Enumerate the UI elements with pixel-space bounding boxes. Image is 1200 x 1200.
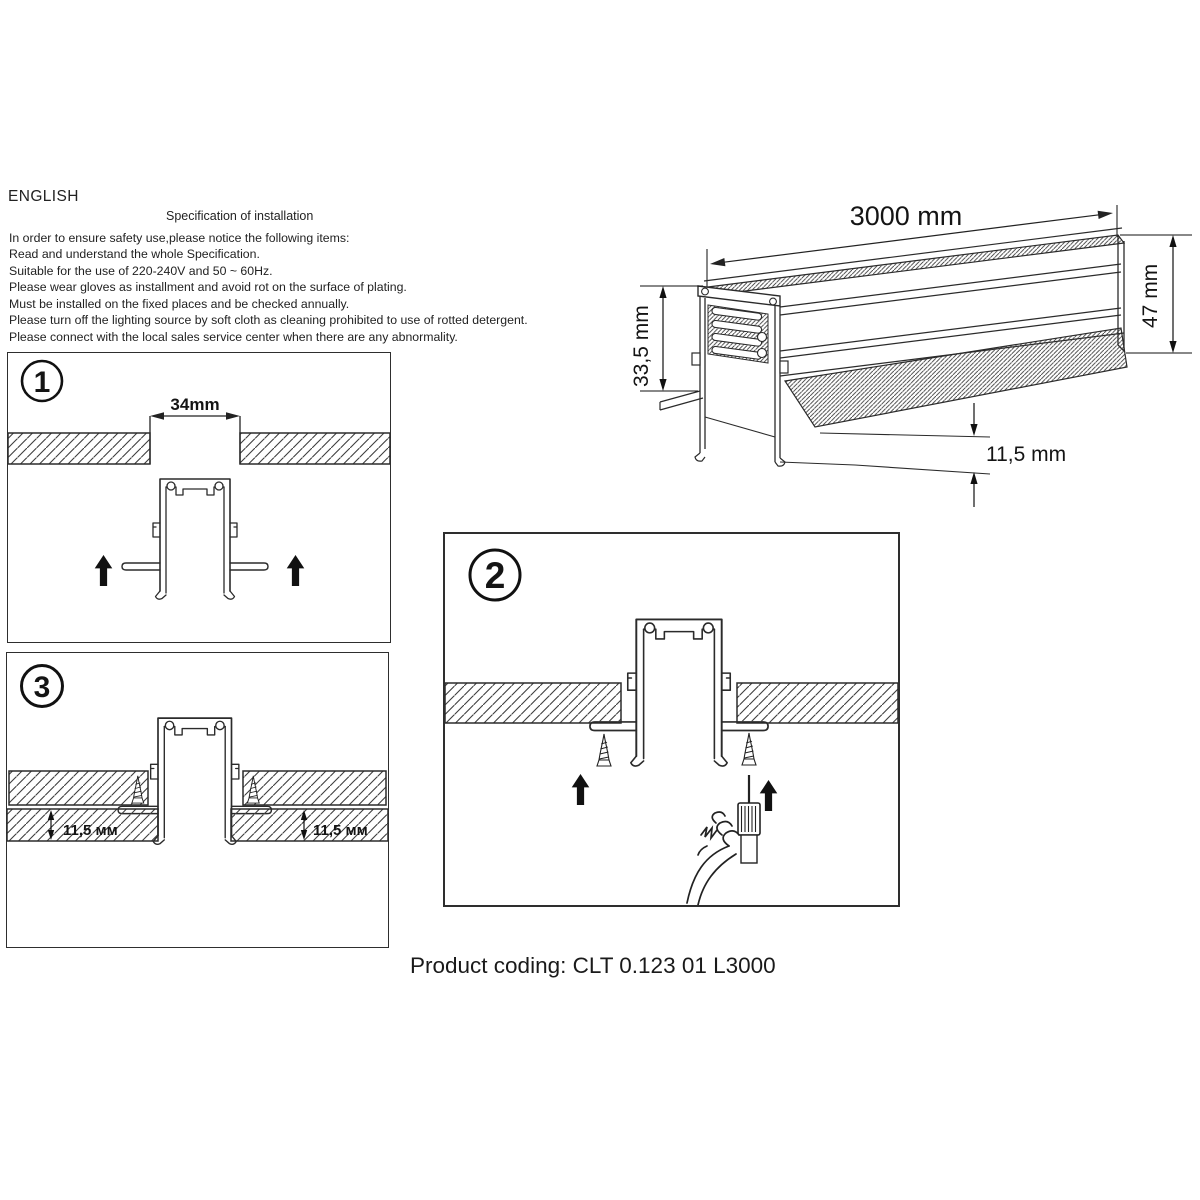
track-profile-section [122,479,268,599]
length-label: 3000 mm [849,201,963,231]
up-arrow-icon [572,774,590,805]
note-line: In order to ensure safety use,please notice the following items: [9,231,350,245]
screwdriver-icon [738,775,760,863]
product-coding: Product coding: CLT 0.123 01 L3000 [410,953,776,978]
step3-number: 3 [33,671,51,704]
up-arrow-icon [760,780,778,811]
hand-sketch [687,812,739,905]
page-title: Specification of installation [166,209,314,223]
step3-number-badge [22,666,63,707]
ceiling-hatch [8,433,390,464]
ceiling-hatch [445,683,898,723]
up-arrow-icon [95,555,113,586]
note-line: Please connect with the local sales service center when there are any abnormality. [9,329,458,344]
rail-end-face [660,286,788,466]
depth-label-left: 11,5 мм [63,822,118,839]
screw-icon [597,734,611,766]
height-label: 47 mm [1139,263,1162,328]
note-line: Must be installed on the fixed places and be checked annually. [9,296,350,311]
step3-diagram [6,652,389,948]
step2-number: 2 [484,555,506,596]
step2-number-badge [470,550,520,600]
depth-label-right: 11,5 мм [313,822,368,839]
recess-dimension [970,403,977,507]
note-line: Please wear gloves as installment and avoid rot on the surface of plating. [9,280,407,295]
note-line: Suitable for the use of 220-240V and 50 ~ 60Hz. [9,263,273,278]
ceiling-hatch-upper [9,771,386,805]
step2-diagram [443,532,900,907]
note-line: Read and understand the whole Specification. [9,247,260,262]
recess-label: 11,5 mm [986,443,1067,466]
side-height-label: 33,5 mm [630,305,653,387]
screw-icon [742,733,756,765]
safety-notes [9,230,594,345]
profile-3d-drawing [600,165,1200,530]
step1-diagram [7,352,391,643]
note-line: Please turn off the lighting source by soft cloth as cleaning prohibited to use of rotted detergent. [9,313,528,328]
cutout-dimension [150,412,240,464]
cutout-width-label: 34mm [170,395,220,414]
step1-number: 1 [33,366,51,399]
language-label: ENGLISH [8,188,79,205]
step1-number-badge [22,361,62,401]
up-arrow-icon [287,555,305,586]
